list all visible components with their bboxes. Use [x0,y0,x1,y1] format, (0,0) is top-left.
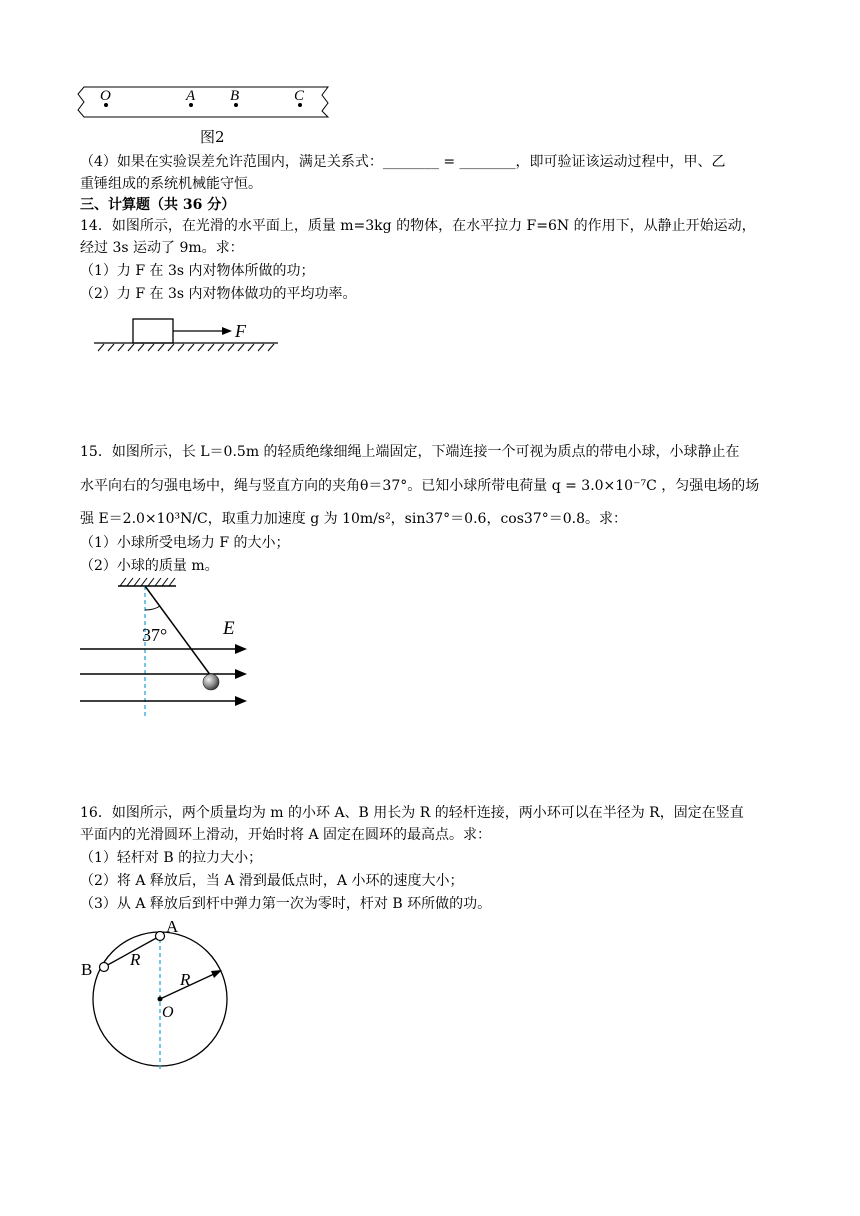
ring-b [100,963,109,972]
q16-line2: 平面内的光滑圆环上滑动，开始时将 A 固定在圆环的最高点。求： [80,827,492,843]
q13-4-line2: 重锤组成的系统机械能守恒。 [80,176,262,192]
q16-label-o: O [162,1004,174,1021]
q16-label-r-rod: R [130,950,141,969]
field-arrow-icon [235,696,247,706]
tape-label-a: A [186,88,196,104]
q16-sub3: （3）从 A 释放后到杆中弹力第一次为零时，杆对 B 环所做的功。 [80,896,492,912]
q14-line1: 14．如图所示，在光滑的水平面上，质量 m=3kg 的物体，在水平拉力 F=6N 的作用下，从静止开始运动， [80,218,756,234]
force-arrow-icon [222,327,232,335]
q15-line1: 15．如图所示，长 L＝0.5m 的轻质绝缘细绳上端固定，下端连接一个可视为质点的带电小球，小球静止在 [80,444,740,460]
q16-sub2: （2）将 A 释放后，当 A 滑到最低点时，A 小环的速度大小； [80,873,464,889]
section-heading: 三、计算题（共 36 分） [80,197,236,213]
q16-sub1: （1）轻杆对 B 的拉力大小； [80,850,263,866]
q15-sub2: （2）小球的质量 m。 [80,558,219,574]
q14-figure-block [92,316,282,356]
q15-figure-pendulum [80,574,260,724]
tape-label-c: C [294,88,305,104]
q14-sub2: （2）力 F 在 3s 内对物体做功的平均功率。 [80,286,357,302]
q16-figure-ring [78,914,248,1074]
figure-2-caption: 图2 [200,128,225,146]
field-arrow-icon [235,644,247,654]
radius-arrow-icon [211,970,222,978]
charged-ball [203,674,219,690]
q16-label-r-radius: R [180,970,191,989]
ring-a [156,932,165,941]
q16-label-b: B [81,960,93,979]
q16-label-a: A [166,917,179,936]
q13-4-line1: （4）如果在实验误差允许范围内，满足关系式：________ = ________，即可验证该运动过程中，甲、乙 [80,154,726,170]
q14-force-label: F [235,321,246,341]
figure-2-tape [74,82,336,122]
q15-sub1: （1）小球所受电场力 F 的大小； [80,535,290,551]
q14-sub1: （1）力 F 在 3s 内对物体所做的功； [80,263,315,279]
tape-label-o: O [100,88,111,104]
q15-field-label: E [223,618,235,639]
q15-line2: 水平向右的匀强电场中，绳与竖直方向的夹角θ＝37°。已知小球所带电荷量 q = 3.0×10⁻⁷C ，匀强电场的场 [80,478,760,494]
q15-line3: 强 E＝2.0×10³N/C，取重力加速度 g 为 10m/s²，sin37°＝0.6，cos37°＝0.8。求： [80,511,627,527]
q14-line2: 经过 3s 运动了 9m。求： [80,240,244,256]
tape-label-b: B [230,88,240,104]
field-arrow-icon [235,669,247,679]
q16-line1: 16．如图所示，两个质量均为 m 的小环 A、B 用长为 R 的轻杆连接，两小环可以在半径为 R，固定在竖直 [80,805,744,821]
q15-angle-label: 37° [142,625,168,645]
